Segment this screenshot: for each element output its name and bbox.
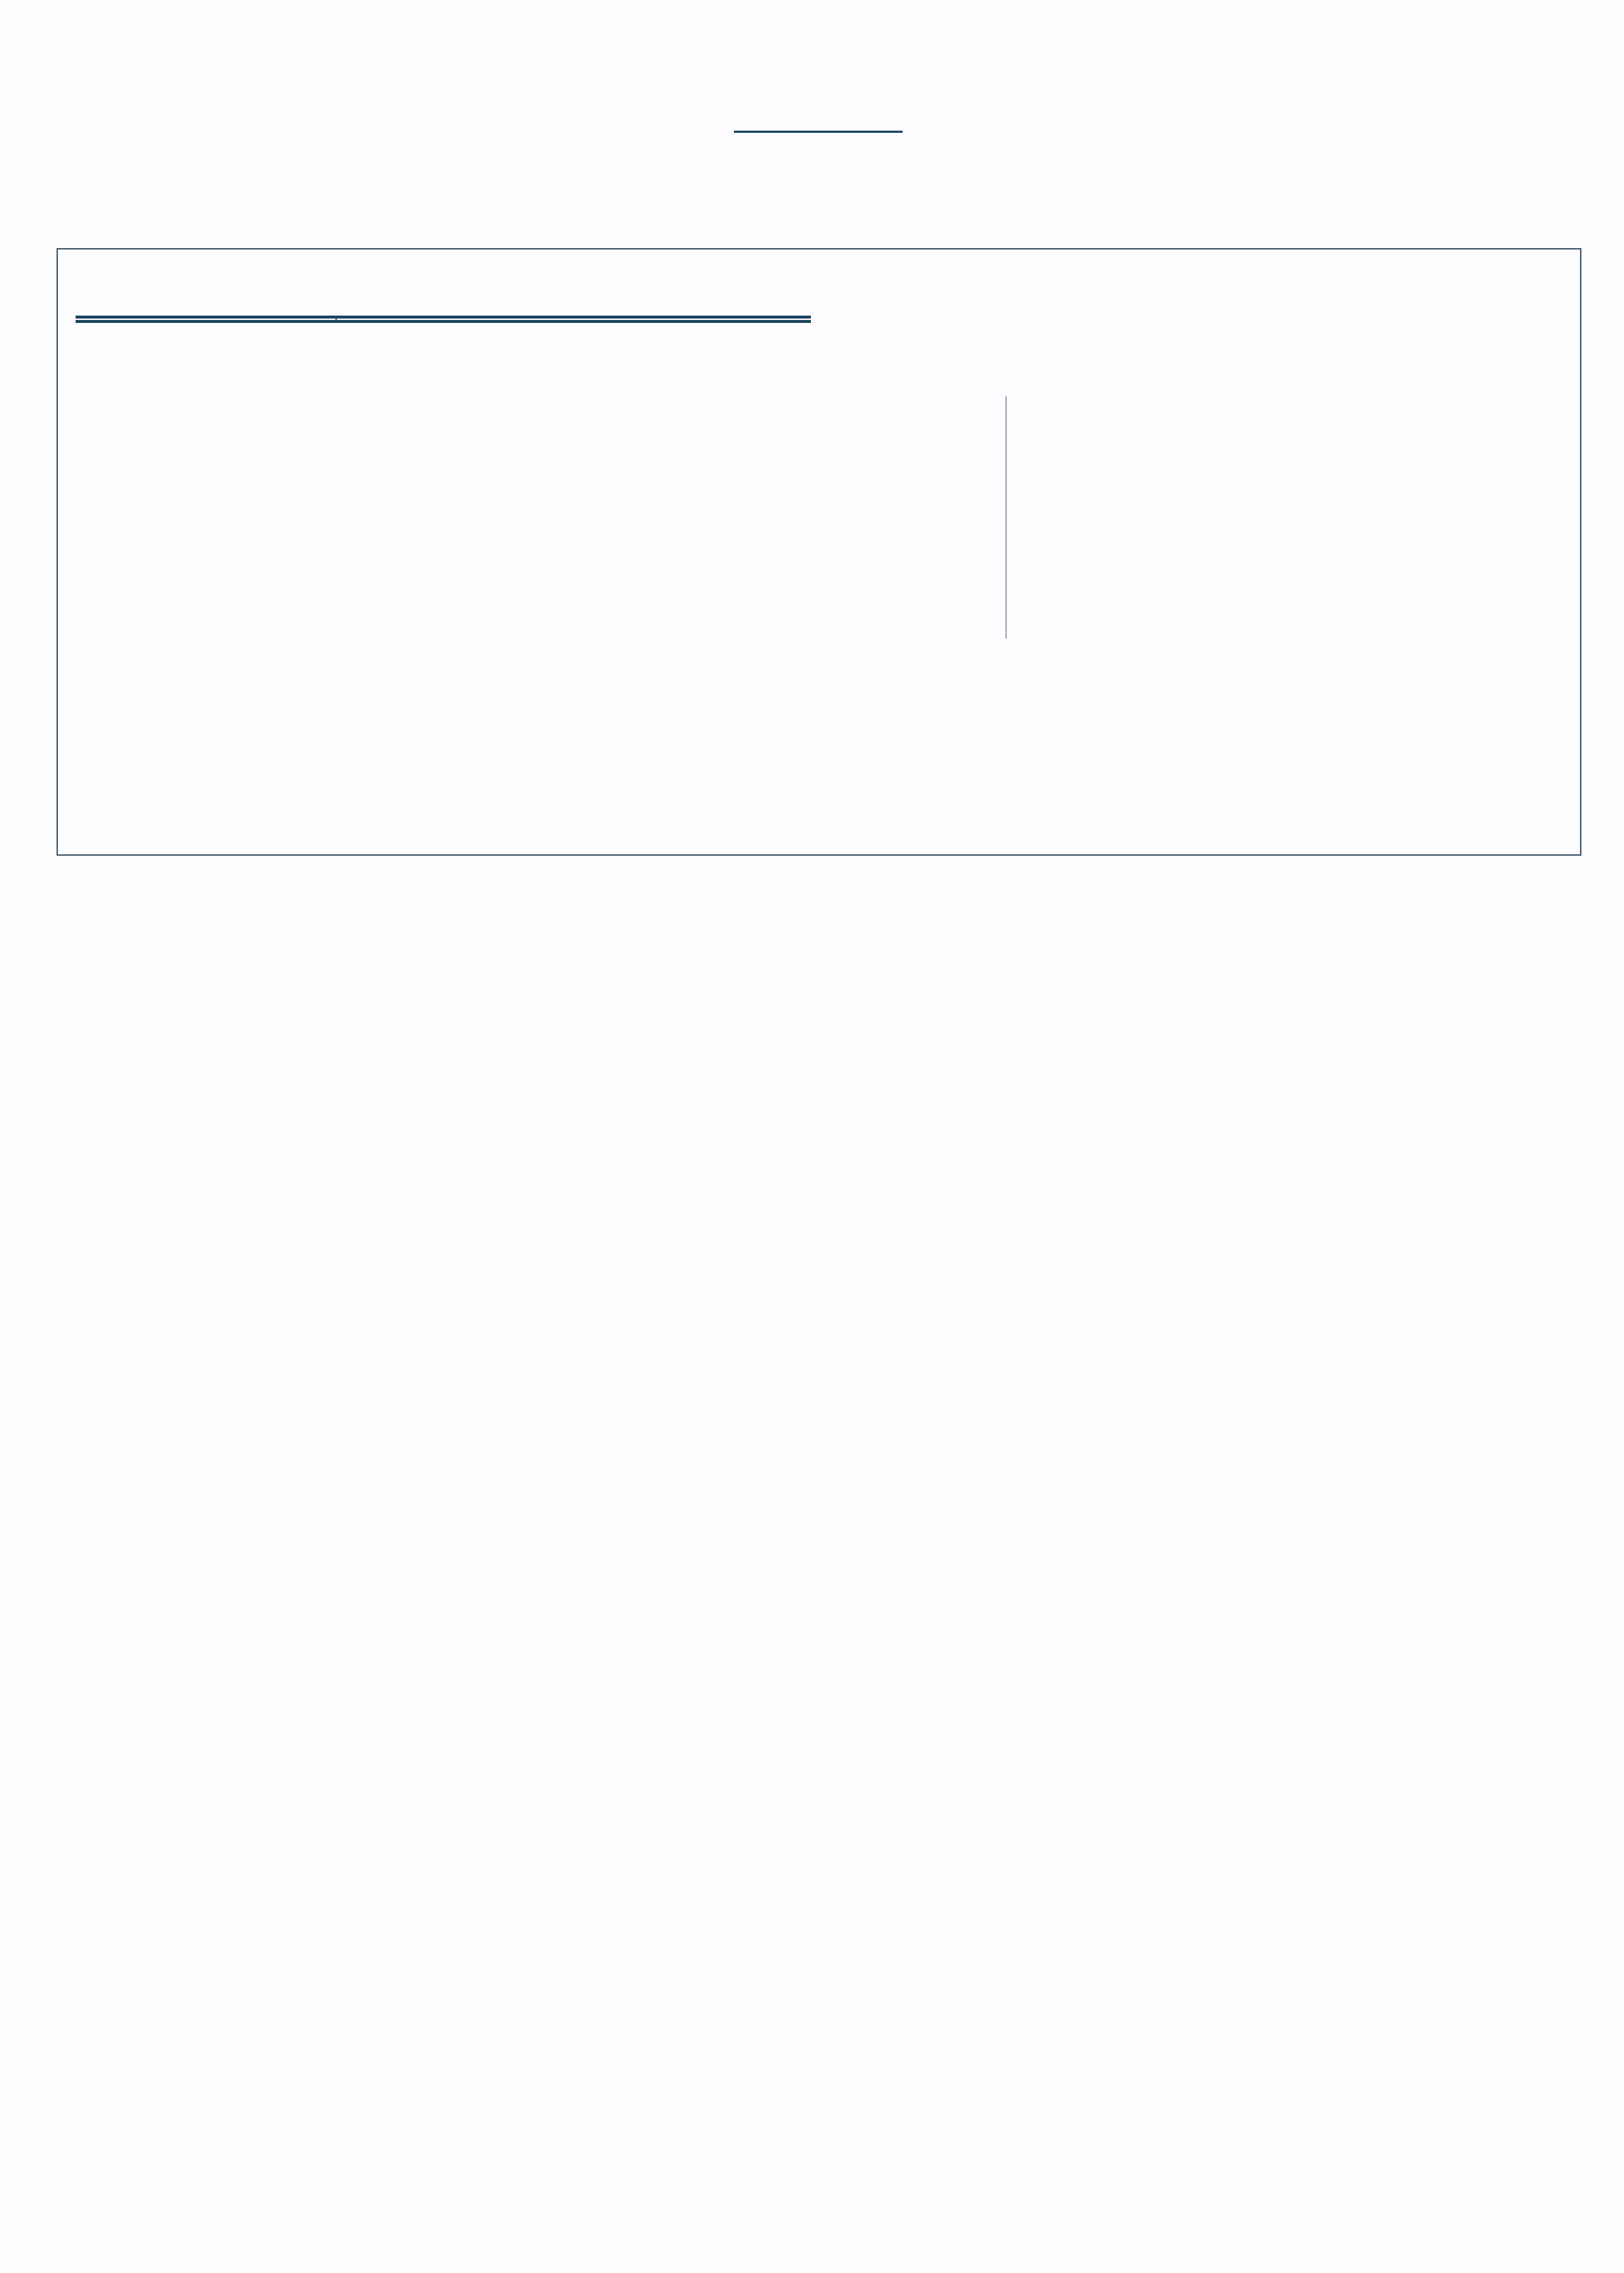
col-dn-unit	[76, 319, 158, 321]
col-j-header	[405, 319, 489, 321]
panel-double-acting	[57, 248, 1581, 856]
col-size-unit	[158, 319, 244, 321]
col-h-header	[336, 319, 405, 321]
col-l-header	[580, 319, 666, 321]
double-acting-table	[76, 316, 811, 323]
col-actuator-label	[244, 319, 336, 321]
col-weight-unit	[666, 319, 811, 321]
col-k-header	[489, 319, 580, 321]
title-underline	[734, 131, 903, 133]
double-acting-notes	[76, 702, 531, 801]
double-acting-drawing	[880, 374, 1570, 785]
